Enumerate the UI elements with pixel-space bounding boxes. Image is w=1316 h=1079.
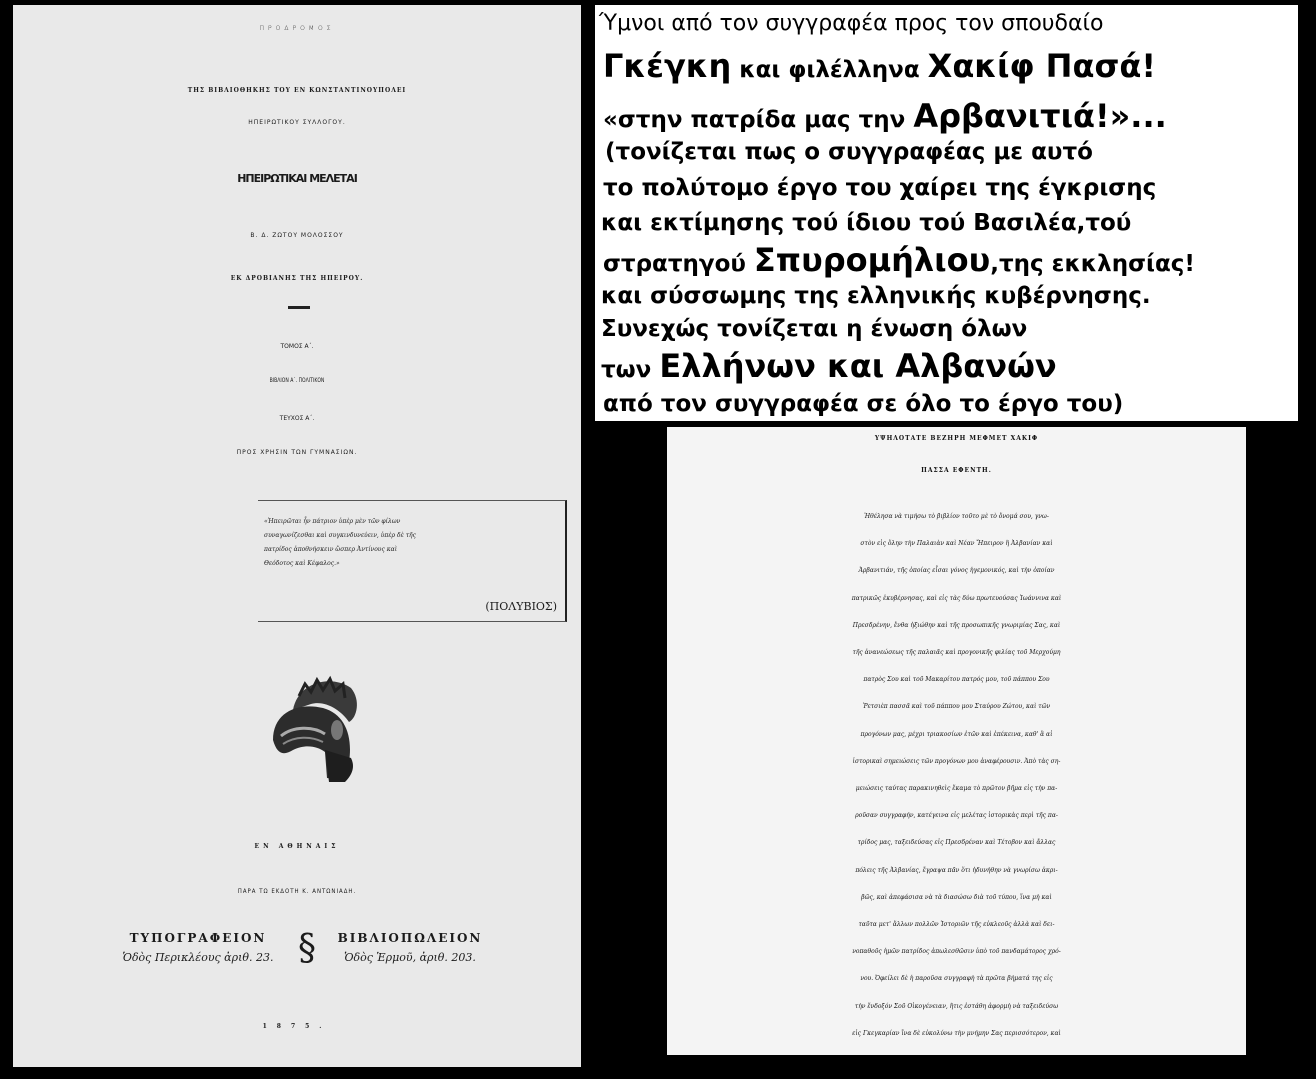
caption-highlight: Σπυρομήλιου <box>753 241 991 279</box>
caption-line: «στην πατρίδα μας την Αρβανιτιά!»... <box>603 97 1167 135</box>
caption-box <box>595 5 1298 421</box>
caption-highlight: Γκέγκη <box>603 47 732 85</box>
caption-line: από τον συγγραφέα σε όλο το έργο του) <box>603 391 1124 417</box>
letter-line: πατρὸς Σου καὶ τοῦ Μακαρίτου πατρός μου, τοῦ πάππου Σου <box>863 676 1050 684</box>
letter-line: πατρικῶς ἐκυβέρνησας, καὶ εἰς τὰς δύω πρωτευούσας Ἰωάννινα καὶ <box>851 594 1062 602</box>
title-page-scan <box>13 5 581 1067</box>
letter-line: ἱστορικαὶ σημειώσεις τῶν προγόνων μου ἀναφέρουσιν. Ἀπὸ τὰς ση- <box>852 757 1061 765</box>
letter-line: Ῥετσιὲπ πασσᾶ καὶ τοῦ πάππου μου Σταύρου Ζώτου, καὶ τῶν <box>862 703 1051 711</box>
bookshop-label: ΒΙΒΛΙΟΠΩΛΕΙΟΝ <box>337 931 483 945</box>
letter-line: τῆς ἀνανεώσεως τῆς παλαιᾶς καὶ προγονικῆς φιλίας τοῦ Μερχούμη <box>852 649 1061 656</box>
publisher-line: ΠΑΡΑ ΤΩ ΕΚΔΟΤΗ Κ. ΑΝΤΩΝΙΑΔΗ. <box>237 888 357 895</box>
letter-line: προγόνων μας, μέχρι τριακοσίων ἐτῶν καὶ ἐπέκεινα, καθ' ἃ αἱ <box>860 730 1053 738</box>
dedication-letter-scan <box>667 427 1246 1055</box>
letter-line: βῶς, καὶ ἀπεφάσισα νὰ τὰ διασώσω διὰ τοῦ τύπου, ἵνα μὴ καὶ <box>861 893 1052 901</box>
letter-line: νοπαθοῦς ἡμῶν πατρίδος ἀπωλεσθῶσιν ὑπὸ τοῦ πανδαμάτορος χρό- <box>852 948 1061 956</box>
epigraph-source: (ΠΟΛΥΒΙΟΣ) <box>485 600 557 613</box>
author-origin: ΕΚ ΔΡΟΒΙΑΝΗΣ ΤΗΣ ΗΠΕΙΡΟΥ. <box>230 275 364 282</box>
letter-line: στὸν εἰς ὅλην τὴν Παλαιὰν καὶ Νέαν Ἤπειρον ἢ Ἀλβανίαν καὶ <box>860 540 1053 548</box>
letter-line: τρίδος μας, ταξειδεύσας εἰς Πρεσδρέναν καὶ Τέτοβον καὶ ἄλλας <box>857 839 1056 847</box>
book-author: Β. Δ. ΖΩΤΟΥ ΜΟΛΟΣΣΟΥ <box>250 232 344 239</box>
epigraph-box <box>258 500 567 622</box>
book-issue: ΤΕΥΧΟΣ Α΄. <box>279 415 315 422</box>
letter-line: ταῦτα μετ' ἄλλων πολλῶν Ἱστοριῶν τῆς εὐκλεοῦς ἀλλὰ καὶ δει- <box>858 921 1055 928</box>
title-society-line: ΗΠΕΙΡΩΤΙΚΟΥ ΣΥΛΛΟΓΟΥ. <box>248 119 346 126</box>
epigraph-line: Θεόδοτος καὶ Κέφαλος.» <box>264 560 340 567</box>
letter-line: Ἀρβανιτιάν, τῆς ὁποίας εἶσαι γόνος ἡγεμονικός, καὶ τὴν ὁποίαν <box>858 567 1055 575</box>
helmet-emblem-icon <box>253 670 368 788</box>
letter-heading: ΥΨΗΛΟΤΑΤΕ ΒΕΖΗΡΗ ΜΕΦΜΕΤ ΧΑΚΙΦ <box>874 435 1039 442</box>
caption-line: και εκτίμησης τού ίδιου τού Βασιλέα,τού <box>601 210 1132 236</box>
letter-line: Ἠθέλησα νὰ τιμήσω τὸ βιβλίον τοῦτο μὲ τὸ ὄνομά σου, γνω- <box>864 513 1049 520</box>
caption-line: το πολύτομο έργο του χαίρει της έγκρισης <box>603 175 1157 201</box>
letter-line: νου. Ὀφείλει δὲ ἡ παροῦσα συγγραφὴ τὰ πρῶτα βήματά της εἰς <box>860 975 1053 983</box>
caption-line: Γκέγκη και φιλέλληνα Χακίφ Πασά! <box>603 47 1156 85</box>
caption-highlight: Ελλήνων και Αλβανών <box>659 347 1057 385</box>
letter-heading: ΠΑΣΣΑ ΕΦΕΝΤΗ. <box>921 467 992 474</box>
letter-line: Πρεσδρένην, ἔνθα ἠξιώθην καὶ τῆς προσωπικῆς γνωριμίας Σας, καὶ <box>852 621 1061 629</box>
book-section: ΒΙΒΛΙΟΝ Α΄. ΠΟΛΙΤΙΚΟΝ <box>269 377 325 384</box>
caption-highlight: Αρβανιτιά!»... <box>913 97 1167 135</box>
title-prodromos: ΠΡΟΔΡΟΜΟΣ <box>259 25 335 32</box>
printers-block <box>108 928 498 975</box>
letter-line: πόλεις τῆς Ἀλβανίας, ἔγραψα πᾶν ὅτι ἠδυνήθην νὰ γνωρίσω ἀκρι- <box>855 866 1058 874</box>
letter-line: τὴν ἔνδοξόν Σοῦ Οἰκογένειαν, ἥτις ἐστάθη ἀφορμὴ νὰ ταξειδεύσω <box>854 1002 1059 1010</box>
title-divider <box>288 306 310 309</box>
letter-line: ροῦσαν συγγραφήν, κατέγεινα εἰς μελέτας ἱστορικὰς περὶ τῆς πα- <box>855 812 1058 820</box>
printing-house-address: Ὁδὸς Περικλέους ἀριθ. 23. <box>122 951 274 964</box>
caption-line: Συνεχώς τονίζεται η ένωση όλων <box>601 316 1028 342</box>
publication-year: 1875. <box>262 1023 332 1030</box>
epigraph-line: συναγωνίζεσθαι καὶ συγκινδυνεύειν, ὑπὲρ δὲ τῆς <box>264 532 416 539</box>
caption-highlight: Χακίφ Πασά! <box>927 47 1156 85</box>
letter-line: εἰς Γκεγκαρίαν ἵνα δὲ εὐκολύνω τὴν μνήμην Σας περισσότερον, καὶ <box>852 1029 1061 1037</box>
title-library-line: ΤΗΣ ΒΙΒΛΙΟΘΗΚΗΣ ΤΟΥ ΕΝ ΚΩΝΣΤΑΝΤΙΝΟΥΠΟΛΕΙ <box>187 87 407 94</box>
printing-house-label: ΤΥΠΟΓΡΑΦΕΙΟΝ <box>129 931 267 945</box>
caption-line: στρατηγού Σπυρομήλιου,της εκκλησίας! <box>603 241 1195 279</box>
epigraph-line: «Ἠπειρῶται ἦν πάτριον ὑπὲρ μὲν τῶν φίλων <box>264 518 401 525</box>
caption-line: των Ελλήνων και Αλβανών <box>601 347 1057 385</box>
publication-city: ΕΝ ΑΘΗΝΑΙΣ <box>254 843 340 850</box>
book-volume: ΤΟΜΟΣ Α΄. <box>280 343 314 350</box>
letter-line: μειώσεις ταύτας παρακινηθεὶς ἔκαμα τὸ πρῶτον βῆμα εἰς τὴν πα- <box>855 785 1058 792</box>
caption-line: και σύσσωμης της ελληνικής κυβέρνησης. <box>601 283 1151 309</box>
caption-line: Ύμνοι από τον συγγραφέα προς τον σπουδαίο <box>599 11 1104 36</box>
caption-line: (τονίζεται πως ο συγγραφέας με αυτό <box>605 139 1093 165</box>
bookshop-address: Ὁδὸς Ἑρμοῦ, ἀριθ. 203. <box>344 951 476 964</box>
epigraph-line: πατρίδος ἀποθνήσκειν ὥσπερ Ἀντίνους καὶ <box>264 546 398 553</box>
brace-divider: § <box>298 928 316 969</box>
book-main-title: ΗΠΕΙΡΩΤΙΚΑΙ ΜΕΛΕΤΑΙ <box>237 172 357 185</box>
book-use-note: ΠΡΟΣ ΧΡΗΣΙΝ ΤΩΝ ΓΥΜΝΑΣΙΩΝ. <box>236 449 358 456</box>
